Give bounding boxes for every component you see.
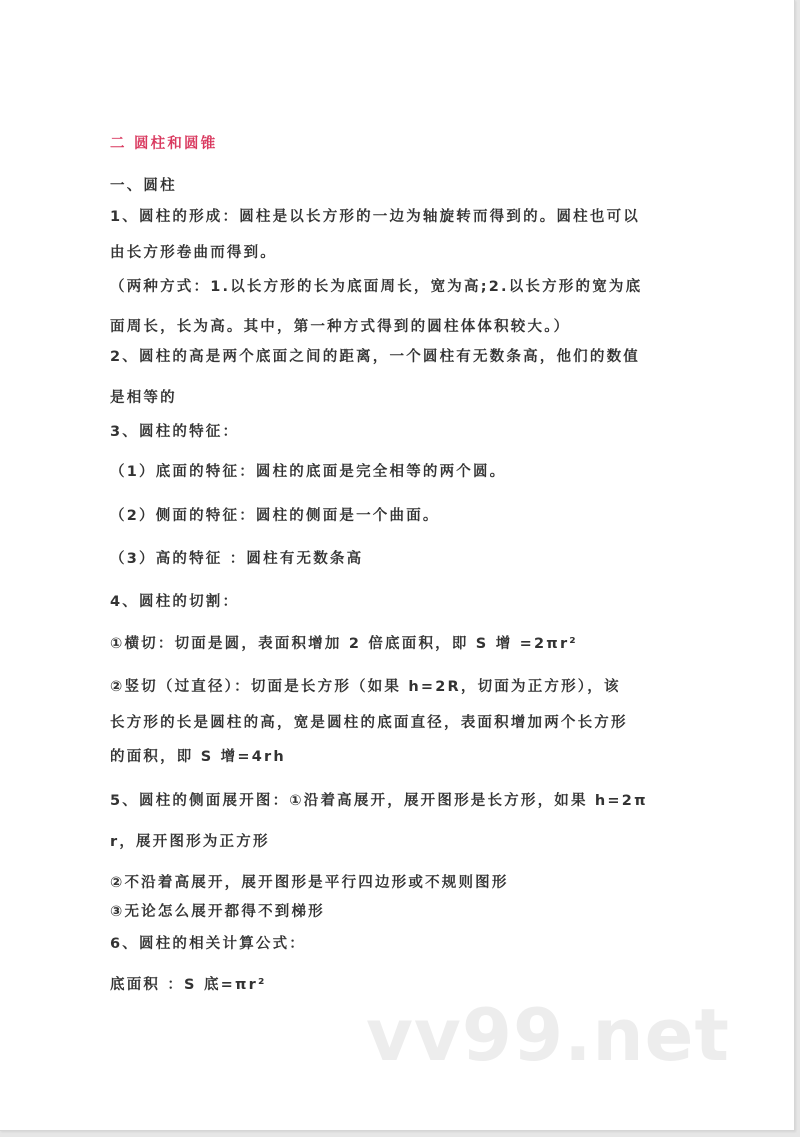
text-line-6: 是相等的 bbox=[110, 390, 177, 406]
text-line-3: （两种方式：1.以长方形的长为底面周长，宽为高;2.以长方形的宽为底 bbox=[110, 279, 643, 295]
text-line-17: r，展开图形为正方形 bbox=[110, 834, 270, 850]
text-line-4: 面周长，长为高。其中，第一种方式得到的圆柱体体积较大。） bbox=[110, 319, 571, 335]
section-title: 一、圆柱 bbox=[110, 178, 177, 194]
text-line-15: 的面积，即 S 增=4rh bbox=[110, 749, 286, 765]
text-line-18: ②不沿着高展开，展开图形是平行四边形或不规则图形 bbox=[110, 875, 509, 891]
watermark: vv99.net bbox=[366, 993, 730, 1077]
text-line-9: （2）侧面的特征：圆柱的侧面是一个曲面。 bbox=[110, 508, 440, 524]
text-line-12: ①横切：切面是圆，表面积增加 2 倍底面积，即 S 增 =2πr² bbox=[110, 636, 578, 652]
text-line-20: 6、圆柱的相关计算公式： bbox=[110, 936, 306, 952]
text-line-10: （3）高的特征 ：圆柱有无数条高 bbox=[110, 551, 364, 567]
text-line-11: 4、圆柱的切割： bbox=[110, 594, 240, 610]
text-line-14: 长方形的长是圆柱的高，宽是圆柱的底面直径，表面积增加两个长方形 bbox=[110, 715, 628, 731]
text-line-5: 2、圆柱的高是两个底面之间的距离，一个圆柱有无数条高，他们的数值 bbox=[110, 349, 640, 365]
text-line-13: ②竖切（过直径）：切面是长方形（如果 h=2R，切面为正方形），该 bbox=[110, 679, 621, 695]
text-line-21: 底面积 ：S 底=πr² bbox=[110, 977, 267, 993]
text-line-8: （1）底面的特征：圆柱的底面是完全相等的两个圆。 bbox=[110, 464, 507, 480]
text-line-7: 3、圆柱的特征： bbox=[110, 424, 240, 440]
chapter-title: 二 圆柱和圆锥 bbox=[110, 136, 218, 152]
text-line-19: ③无论怎么展开都得不到梯形 bbox=[110, 904, 325, 920]
text-line-16: 5、圆柱的侧面展开图：①沿着高展开，展开图形是长方形，如果 h=2π bbox=[110, 793, 648, 809]
text-line-2: 由长方形卷曲而得到。 bbox=[110, 245, 277, 261]
text-line-1: 1、圆柱的形成：圆柱是以长方形的一边为轴旋转而得到的。圆柱也可以 bbox=[110, 209, 640, 225]
